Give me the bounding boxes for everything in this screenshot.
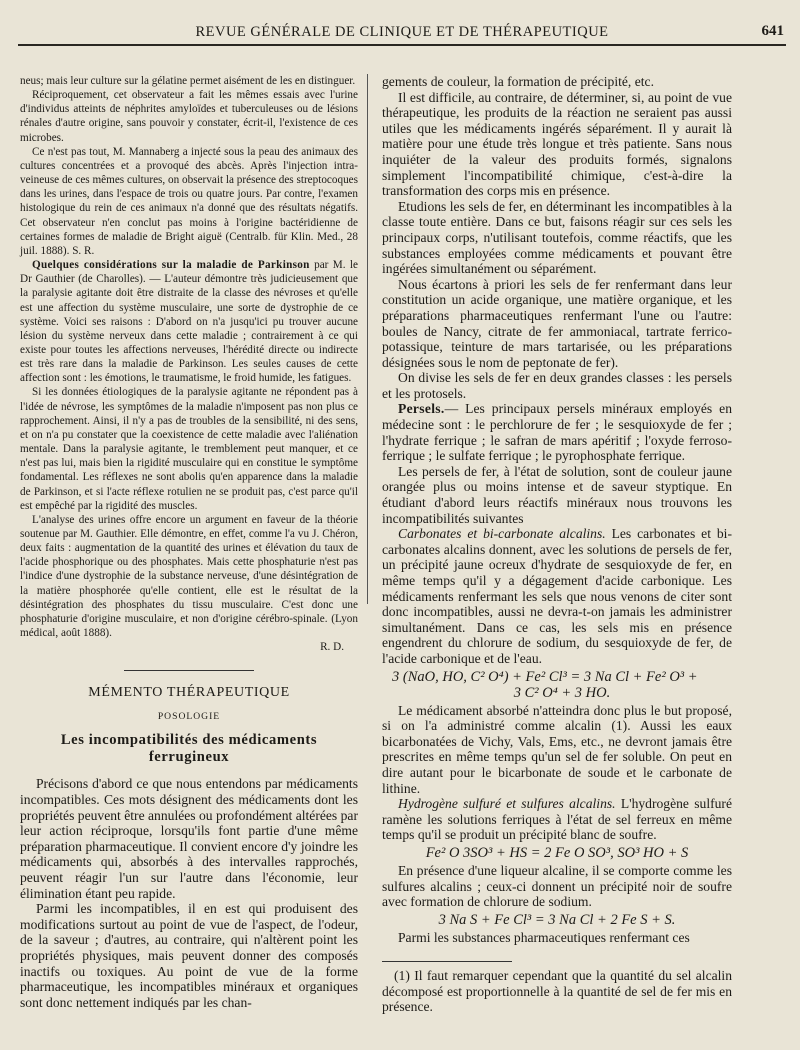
formula-line: 3 (NaO, HO, C² O⁴) + Fe² Cl³ = 3 Na Cl + Fe² O³ + [392, 668, 698, 685]
author-signature: R. D. [320, 641, 344, 654]
section-title: MÉMENTO THÉRAPEUTIQUE [88, 685, 290, 701]
formula-carbonate [382, 669, 732, 701]
persels-paragraph [382, 401, 732, 463]
paragraph: Etudions les sels de fer, en déterminant les incompatibles à la classe toute entière. Dans ce but, faisons réagir sur ces sels les principaux corps, n'utilisant toutefois, comme réactifs, que les substances employées comme médicaments et pouvant être ingérées simultanément ou séparément. [382, 198, 732, 277]
news-section [20, 74, 358, 654]
paragraph: Réciproquement, cet observateur a fait les mêmes essais avec l'urine d'individus atteints de néphrites amyloïdes et tuberculeuses ou de lésions rénales d'autre origine, sans pouvoir y constater, écrit-il, l'existence de ces microbes. [20, 89, 358, 144]
formula-hydrogene: Fe² O 3SO³ + HS = 2 Fe O SO³, SO³ HO + S [425, 844, 689, 861]
formula-sulfure: 3 Na S + Fe Cl³ = 3 Na Cl + 2 Fe S + S. [438, 911, 676, 928]
paragraph: Si les données étiologiques de la paralysie agitante ne répondent pas à l'idée de névrose, les symptômes de la maladie n'imposent pas non plus ce rapprochement. Ainsi, il n'y a pas de troubles de la sensibilité, ni des sens, et on n'a pu constater que la coexistence de cette maladie avec l'aliénation mentale. Dans la paralysie agitante, le tremblement peut manquer, et ce n'est pas lui, mais bien la rigidité musculaire qui en constitue le symptôme fondamental. Les réflexes ne sont abolis qu'en apparence dans la maladie de Parkinson, et si l'acte réflexe rotulien ne se produit pas, c'est parce qu'il est empêché par la rigidité des muscles. [20, 386, 358, 512]
formula-line: 3 C² O⁴ + 3 HO. [513, 684, 611, 701]
right-column [382, 74, 732, 1015]
carbonates-label: Carbonates et bi-carbonate alcalins. [398, 526, 606, 542]
paragraph: Ce n'est pas tout, M. Mannaberg a injecté sous la peau des animaux des cultures concentrées et a provoqué des abcès. Après l'injection intra-veineuse de ces mêmes cultures, on observait la présence des streptocoques dans les urines, dans l'espace de trois ou quatre jours. Par contre, l'examen histologique du rein de ces animaux n'a donné que des résultats négatifs. Cet observateur n'en conclut pas moins à l'origine bactéridienne de certaines formes de maladie de Bright aiguë (Centralb. für Klin. Med., 28 juil. 1888). S. R. [20, 145, 358, 257]
footnote: (1) Il faut remarquer cependant que la quantité du sel alcalin décomposé est proportionnelle à la quantité de sel de fer mis en présence. [382, 968, 732, 1015]
paragraph: Le médicament absorbé n'atteindra donc plus le but proposé, si on l'a administré comme alcalin (1). Aussi les eaux bicarbonatées de Vichy, Vals, Ems, etc., ne devront jamais être prescrites en même temps qu'un sel de fer soluble. On peut en dire autant pour le bicarbonate de soude et le carbonate de lithine. [382, 702, 732, 796]
running-head [18, 22, 786, 46]
paragraph: L'analyse des urines offre encore un argument en faveur de la théorie soutenue par M. Gauthier. Elle démontre, en effet, comme l'a vu J. Chéron, deux faits : augmentation de la quantité des urines et élévation du taux de l'acide phosphorique ou des phosphates. Mais cette phosphaturie n'est pas l'indice d'une dystrophie de la substance nerveuse, d'une désintégration de la matière phosphorée qu'elle contient, elle est le résultat de la désintégration des phosphates du tissu musculaire. C'est donc une phosphaturie d'origine musculaire, et non d'origine cérébro-spinale. (Lyon médical, août 1888). [20, 513, 358, 640]
paragraph: Parmi les incompatibles, il en est qui produisent des modifications surtout au point de vue de l'aspect, de l'odeur, de la saveur ; d'autres, au contraire, qui n'altèrent point les propriétés physiques, mais peuvent donner des composés inactifs ou toxiques. Au point de vue de la forme pharmaceutique, les incompatibles minéraux et organiques sont donc nettement indiqués par les chan- [20, 901, 358, 1010]
paragraph: Il est difficile, au contraire, de déterminer, si, au point de vue thérapeutique, les produits de la réaction ne seraient pas aussi utiles que les médicaments ingérés séparément. Il y aurait là matière pour une étude très longue et très patiente. Sans nous inquiéter de la valeur des produits formés, signalons simplement l'incompatibilité chimique, c'est-à-dire la transformation des corps mis en présence. [382, 89, 732, 199]
persels-label: Persels. [398, 401, 445, 417]
carbonates-paragraph [382, 526, 732, 666]
paragraph: neus; mais leur culture sur la gélatine permet aisément de les en distinguer. [20, 75, 356, 87]
paragraph: Précisons d'abord ce que nous entendons par médicaments incompatibles. Ces mots désignent des médicaments dont les propriétés peuvent être annulées ou profondément altérées par leur action réciproque, lorsqu'ils font partie d'une même préparation pharmaceutique. Il convient encore d'y joindre les médicaments qui, absorbés à des intervalles rapprochés, peuvent réagir l'un sur l'autre dans l'économie, leur élimination étant peu rapide. [20, 776, 358, 901]
persels-text: — Les principaux persels minéraux employés en médecine sont : le perchlorure de fer ; le sesquioxyde de fer ; l'hydrate ferrique ; le safran de mars apéritif ; l'oxyde ferroso-ferrique ; le sulfate ferrique ; le pyrophosphate ferrique. [382, 401, 732, 464]
hydrogene-label: Hydrogène sulfuré et sulfures alcalins. [398, 796, 616, 812]
footnote-rule [382, 961, 512, 962]
paragraph: Les persels de fer, à l'état de solution, sont de couleur jaune orangée plus ou moins intense et de saveur styptique. En étudiant d'abord leurs réactifs minéraux nous trouvons les incompatibilités suivantes [382, 463, 732, 526]
section-subtitle: POSOLOGIE [157, 711, 221, 723]
paragraph: En présence d'une liqueur alcaline, il se comporte comme les sulfures alcalins ; ceux-ci donnent un précipité noir de soufre avec formation de chlorure de sodium. [382, 862, 732, 910]
hydrogene-paragraph [382, 796, 732, 843]
paragraph: gements de couleur, la formation de précipité, etc. [382, 74, 654, 89]
article-title: Les incompatibilités des médicaments ferrugineux [60, 732, 318, 766]
parkinson-text: par M. le Dr Gauthier (de Charolles). — L'auteur démontre très judicieusement que la paralysie agitante doit être distraite de la classe des névroses et qu'elle est une affection du système musculaire, une sorte de dystrophie de ce système. Voici ses raisons : D'abord on n'a jusqu'ici pu trouver aucune lésion du système nerveux dans cette maladie ; contrairement à ce qui existe pour toutes les affections nerveuses, l'hérédité directe ou indirecte est très rare dans la maladie de Parkinson. Les seules causes de cette affection sont : les émotions, le traumatisme, le froid humide, les fatigues. [20, 259, 358, 385]
column-rule [367, 74, 368, 604]
paragraph: Nous écartons à priori les sels de fer renfermant dans leur constitution un acide organique, une matière organique, et les préparations pharmaceutiques renfermant l'une ou l'autre: boules de Nancy, citrate de fer ammoniacal, tartrate ferrico-potassique, teinture de mars tartarisée, ou les préparations désignées sous le nom de peptonate de fer). [382, 276, 732, 370]
left-column [20, 74, 358, 1010]
journal-title: REVUE GÉNÉRALE DE CLINIQUE ET DE THÉRAPEUTIQUE [195, 24, 609, 40]
article-body-left [20, 776, 358, 1010]
parkinson-title: Quelques considérations sur la maladie de Parkinson [32, 259, 310, 272]
paragraph: On divise les sels de fer en deux grandes classes : les persels et les protosels. [382, 370, 732, 401]
carbonates-text: Les carbonates et bi-carbonates alcalins donnent, avec les solutions de persels de fer, un précipité jaune ocreux d'hydrate de sesquioxyde de fer, en même temps qu'il y a dégagement d'acide carbonique. Les médicaments renfermant les sels que nous venons de citer sont donc incompatibles, aussi ne devra-t-on jamais les administrer simultanément. Dans ce cas, les sels mis en présence engendrent du chlorure de sodium, du sesquioxyde de fer, de l'acide carbonique et de l'eau. [382, 526, 732, 666]
paragraph: Parmi les substances pharmaceutiques renfermant ces [398, 929, 690, 945]
section-divider [124, 670, 254, 671]
page-number: 641 [761, 23, 784, 39]
hydrogene-text: L'hydrogène sulfuré ramène les solutions ferriques à l'état de sel ferreux en même temps qu'il se produit un précipité blanc de soufre. [382, 796, 732, 843]
parkinson-paragraph [20, 258, 358, 385]
